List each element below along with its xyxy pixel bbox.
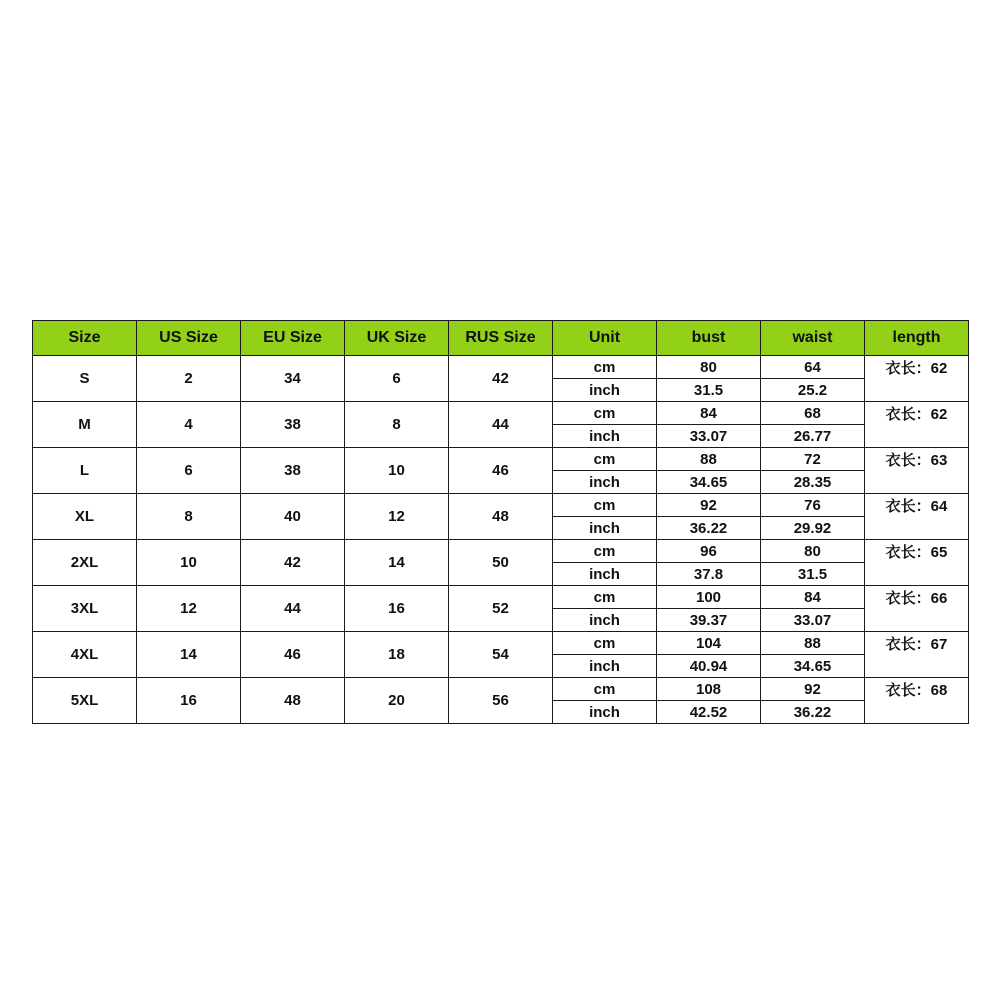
bust-cell: 84 <box>657 402 761 425</box>
eu-size-cell: 48 <box>241 678 345 724</box>
length-cell: 衣长：64 <box>865 494 969 517</box>
rus-size-cell: 56 <box>449 678 553 724</box>
header-eu-size: EU Size <box>241 321 345 356</box>
rus-size-cell: 46 <box>449 448 553 494</box>
unit-cell: inch <box>553 517 657 540</box>
rus-size-cell: 48 <box>449 494 553 540</box>
length-empty-cell <box>865 379 969 402</box>
bust-cell: 100 <box>657 586 761 609</box>
length-cell: 衣长：67 <box>865 632 969 655</box>
eu-size-cell: 46 <box>241 632 345 678</box>
bust-cell: 34.65 <box>657 471 761 494</box>
waist-cell: 72 <box>761 448 865 471</box>
eu-size-cell: 44 <box>241 586 345 632</box>
size-cell: 2XL <box>33 540 137 586</box>
rus-size-cell: 44 <box>449 402 553 448</box>
length-empty-cell <box>865 701 969 724</box>
bust-cell: 42.52 <box>657 701 761 724</box>
size-chart-body <box>33 356 969 724</box>
table-row-cm <box>33 402 969 425</box>
unit-cell: inch <box>553 609 657 632</box>
us-size-cell: 16 <box>137 678 241 724</box>
waist-cell: 80 <box>761 540 865 563</box>
header-us-size: US Size <box>137 321 241 356</box>
eu-size-cell: 40 <box>241 494 345 540</box>
table-row-cm <box>33 632 969 655</box>
table-row-cm <box>33 448 969 471</box>
unit-cell: inch <box>553 563 657 586</box>
bust-cell: 33.07 <box>657 425 761 448</box>
unit-cell: inch <box>553 701 657 724</box>
waist-cell: 31.5 <box>761 563 865 586</box>
waist-cell: 64 <box>761 356 865 379</box>
header-rus-size: RUS Size <box>449 321 553 356</box>
waist-cell: 92 <box>761 678 865 701</box>
unit-cell: cm <box>553 678 657 701</box>
eu-size-cell: 38 <box>241 402 345 448</box>
rus-size-cell: 42 <box>449 356 553 402</box>
header-row <box>33 321 969 356</box>
waist-cell: 84 <box>761 586 865 609</box>
bust-cell: 39.37 <box>657 609 761 632</box>
header-unit: Unit <box>553 321 657 356</box>
size-cell: 4XL <box>33 632 137 678</box>
header-waist: waist <box>761 321 865 356</box>
uk-size-cell: 10 <box>345 448 449 494</box>
waist-cell: 34.65 <box>761 655 865 678</box>
waist-cell: 68 <box>761 402 865 425</box>
uk-size-cell: 8 <box>345 402 449 448</box>
waist-cell: 33.07 <box>761 609 865 632</box>
unit-cell: inch <box>553 379 657 402</box>
size-cell: 3XL <box>33 586 137 632</box>
us-size-cell: 12 <box>137 586 241 632</box>
length-cell: 衣长：66 <box>865 586 969 609</box>
length-cell: 衣长：62 <box>865 356 969 379</box>
uk-size-cell: 12 <box>345 494 449 540</box>
rus-size-cell: 54 <box>449 632 553 678</box>
table-row-cm <box>33 586 969 609</box>
waist-cell: 26.77 <box>761 425 865 448</box>
table-row-cm <box>33 678 969 701</box>
size-cell: L <box>33 448 137 494</box>
unit-cell: cm <box>553 586 657 609</box>
us-size-cell: 8 <box>137 494 241 540</box>
bust-cell: 36.22 <box>657 517 761 540</box>
unit-cell: cm <box>553 632 657 655</box>
us-size-cell: 10 <box>137 540 241 586</box>
eu-size-cell: 42 <box>241 540 345 586</box>
unit-cell: cm <box>553 494 657 517</box>
length-empty-cell <box>865 425 969 448</box>
uk-size-cell: 6 <box>345 356 449 402</box>
uk-size-cell: 14 <box>345 540 449 586</box>
bust-cell: 80 <box>657 356 761 379</box>
us-size-cell: 6 <box>137 448 241 494</box>
length-cell: 衣长：65 <box>865 540 969 563</box>
length-empty-cell <box>865 609 969 632</box>
length-cell: 衣长：63 <box>865 448 969 471</box>
uk-size-cell: 18 <box>345 632 449 678</box>
table-row-cm <box>33 356 969 379</box>
waist-cell: 25.2 <box>761 379 865 402</box>
header-size: Size <box>33 321 137 356</box>
size-chart-header <box>33 321 969 356</box>
length-cell: 衣长：68 <box>865 678 969 701</box>
bust-cell: 92 <box>657 494 761 517</box>
waist-cell: 36.22 <box>761 701 865 724</box>
bust-cell: 40.94 <box>657 655 761 678</box>
unit-cell: inch <box>553 471 657 494</box>
unit-cell: cm <box>553 540 657 563</box>
header-bust: bust <box>657 321 761 356</box>
uk-size-cell: 16 <box>345 586 449 632</box>
unit-cell: inch <box>553 425 657 448</box>
us-size-cell: 2 <box>137 356 241 402</box>
length-empty-cell <box>865 471 969 494</box>
bust-cell: 96 <box>657 540 761 563</box>
size-cell: M <box>33 402 137 448</box>
unit-cell: cm <box>553 448 657 471</box>
size-cell: XL <box>33 494 137 540</box>
length-empty-cell <box>865 563 969 586</box>
table-row-cm <box>33 540 969 563</box>
length-cell: 衣长：62 <box>865 402 969 425</box>
size-chart-table <box>32 320 969 724</box>
eu-size-cell: 34 <box>241 356 345 402</box>
unit-cell: cm <box>553 402 657 425</box>
bust-cell: 31.5 <box>657 379 761 402</box>
length-empty-cell <box>865 517 969 540</box>
unit-cell: inch <box>553 655 657 678</box>
rus-size-cell: 50 <box>449 540 553 586</box>
eu-size-cell: 38 <box>241 448 345 494</box>
length-empty-cell <box>865 655 969 678</box>
bust-cell: 88 <box>657 448 761 471</box>
table-row-cm <box>33 494 969 517</box>
unit-cell: cm <box>553 356 657 379</box>
waist-cell: 29.92 <box>761 517 865 540</box>
waist-cell: 88 <box>761 632 865 655</box>
rus-size-cell: 52 <box>449 586 553 632</box>
bust-cell: 108 <box>657 678 761 701</box>
header-length: length <box>865 321 969 356</box>
bust-cell: 37.8 <box>657 563 761 586</box>
waist-cell: 28.35 <box>761 471 865 494</box>
bust-cell: 104 <box>657 632 761 655</box>
us-size-cell: 14 <box>137 632 241 678</box>
header-uk-size: UK Size <box>345 321 449 356</box>
us-size-cell: 4 <box>137 402 241 448</box>
waist-cell: 76 <box>761 494 865 517</box>
size-cell: S <box>33 356 137 402</box>
uk-size-cell: 20 <box>345 678 449 724</box>
size-cell: 5XL <box>33 678 137 724</box>
